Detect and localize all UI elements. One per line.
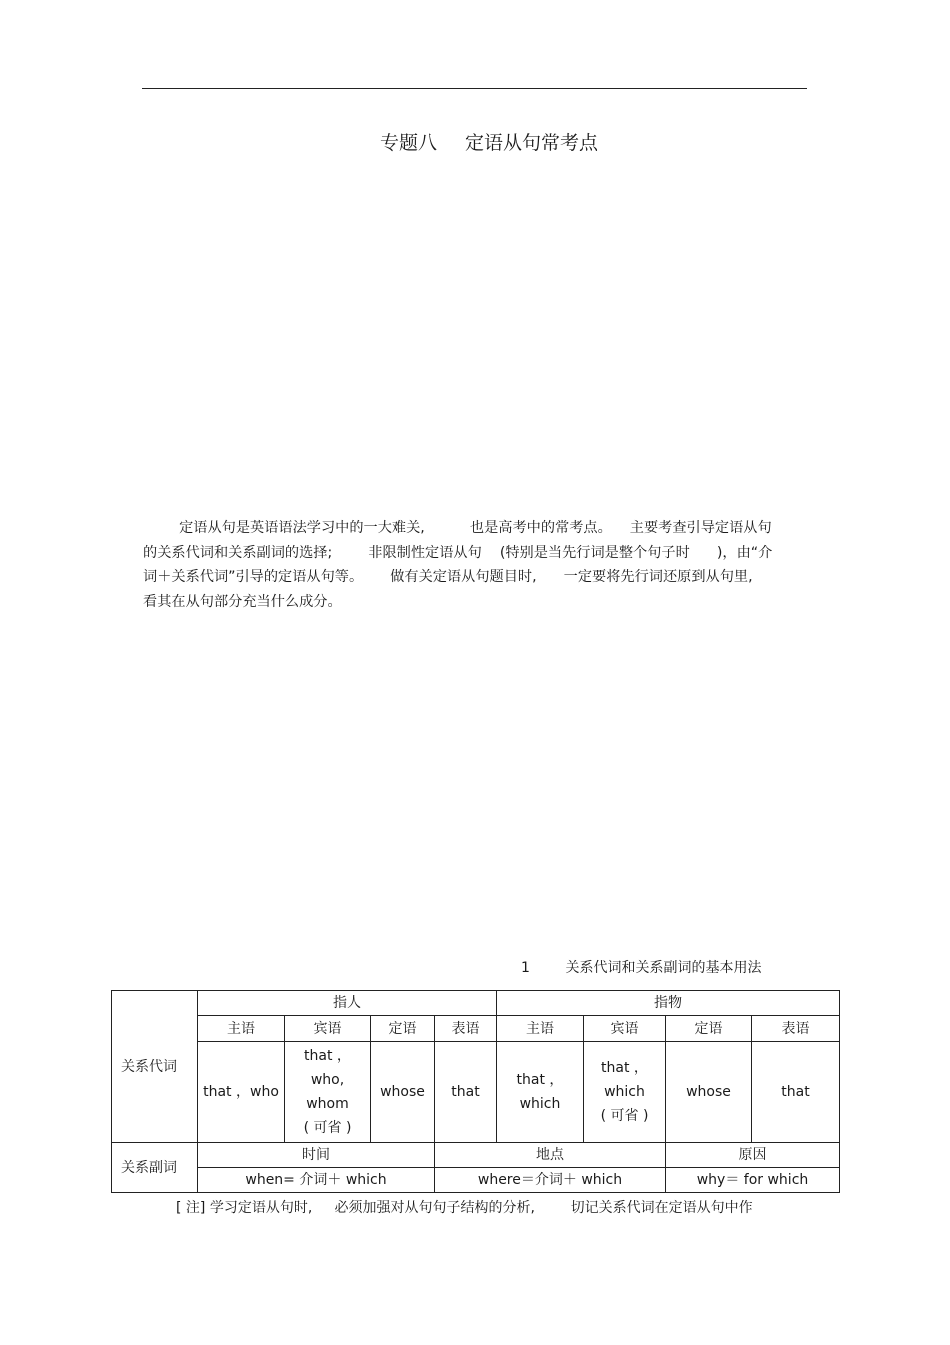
column-header: 宾语 <box>285 1016 371 1042</box>
pronoun-cell: whose <box>371 1042 435 1143</box>
pronoun-cell: that <box>752 1042 840 1143</box>
column-header: 主语 <box>198 1016 285 1042</box>
adverb-value-time: when= 介词＋ which <box>198 1168 435 1193</box>
adverb-header-place: 地点 <box>435 1143 666 1168</box>
adverb-value-reason: why＝ for which <box>666 1168 840 1193</box>
column-header: 表语 <box>752 1016 840 1042</box>
pronoun-cell: that ，who <box>198 1042 285 1143</box>
title-topic-name: 定语从句常考点 <box>465 132 599 154</box>
pronoun-row-label: 关系代词 <box>112 991 198 1143</box>
usage-table <box>111 990 840 1193</box>
column-header: 表语 <box>435 1016 497 1042</box>
group-header-person: 指人 <box>198 991 497 1016</box>
adverb-header-reason: 原因 <box>666 1143 840 1168</box>
pronoun-cell: that ， which <box>497 1042 584 1143</box>
table-caption: 1 关系代词和关系副词的基本用法 <box>521 960 762 976</box>
intro-paragraph <box>143 516 808 614</box>
intro-line: 词＋关系代词”引导的定语从句等。 做有关定语从句题目时, 一定要将先行词还原到从句里, <box>143 569 753 586</box>
intro-line: 的关系代词和关系副词的选择; 非限制性定语从句 (特别是当先行词是整个句子时 )，由“介 <box>143 544 773 561</box>
pronoun-cell: that <box>435 1042 497 1143</box>
pronoun-cell: that ， which ( 可省 ) <box>584 1042 666 1143</box>
table-note: [ 注] 学习定语从句时, 必须加强对从句句子结构的分析, 切记关系代词在定语从句中作 <box>176 1200 753 1216</box>
header-rule <box>142 88 807 89</box>
page-title <box>0 128 950 155</box>
title-topic-number: 专题八 <box>379 132 437 154</box>
column-header: 主语 <box>497 1016 584 1042</box>
adverb-row-label: 关系副词 <box>112 1143 198 1193</box>
pronoun-cell: that ， who, whom ( 可省 ) <box>285 1042 371 1143</box>
column-header: 定语 <box>371 1016 435 1042</box>
pronoun-cell: whose <box>666 1042 752 1143</box>
intro-line: 定语从句是英语语法学习中的一大难关, 也是高考中的常考点。 主要考查引导定语从句 <box>143 520 772 536</box>
adverb-header-time: 时间 <box>198 1143 435 1168</box>
adverb-value-place: where＝介词＋ which <box>435 1168 666 1193</box>
column-header: 定语 <box>666 1016 752 1042</box>
intro-line: 看其在从句部分充当什么成分。 <box>143 593 342 610</box>
group-header-thing: 指物 <box>497 991 840 1016</box>
column-header: 宾语 <box>584 1016 666 1042</box>
